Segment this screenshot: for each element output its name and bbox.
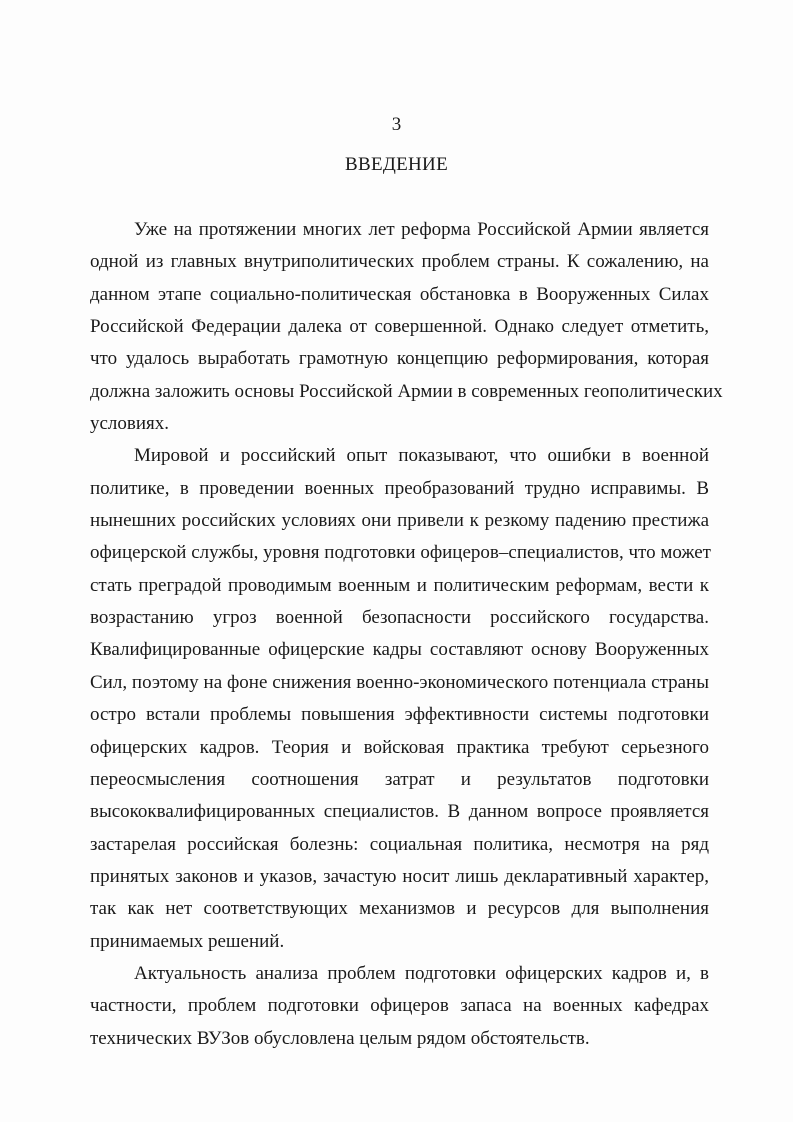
text-line: принятых законов и указов, зачастую носит лишь декларативный характер, (90, 865, 709, 887)
text-line: технических ВУЗов обусловлена целым рядом обстоятельств. (90, 1027, 590, 1049)
paragraph-2 (90, 440, 709, 958)
text-line: Мировой и российский опыт показывают, что ошибки в военной (134, 445, 709, 467)
text-line: Актуальность анализа проблем подготовки офицерских кадров и, в (134, 962, 709, 984)
text-line: офицерских кадров. Теория и войсковая практика требуют серьезного (90, 736, 709, 758)
text-line: условиях. (90, 413, 170, 435)
text-line: остро встали проблемы повышения эффективности системы подготовки (90, 704, 709, 726)
body-text (90, 214, 723, 1055)
text-line: должна заложить основы Российской Армии в современных геополитических (90, 380, 723, 402)
text-line: нынешних российских условиях они привели к резкому падению престижа (90, 510, 709, 532)
text-line: офицерской службы, уровня подготовки офицеров–специалистов, что может (90, 542, 711, 564)
text-line: частности, проблем подготовки офицеров запаса на военных кафедрах (90, 995, 709, 1017)
text-line: принимаемых решений. (90, 930, 285, 952)
page-number: 3 (391, 114, 402, 135)
text-line: переосмысления соотношения затрат и результатов подготовки (90, 768, 709, 790)
paragraph-1 (90, 214, 723, 440)
text-line: стать преградой проводимым военным и политическим реформам, вести к (90, 574, 709, 596)
text-line: что удалось выработать грамотную концепцию реформирования, которая (90, 348, 709, 370)
text-line: Российской Федерации далека от совершенной. Однако следует отметить, (90, 316, 709, 338)
text-line: высококвалифицированных специалистов. В данном вопросе проявляется (90, 801, 709, 823)
section-heading: ВВЕДЕНИЕ (345, 154, 448, 175)
text-line: одной из главных внутриполитических проблем страны. К сожалению, на (90, 251, 709, 273)
text-line: так как нет соответствующих механизмов и ресурсов для выполнения (90, 898, 709, 920)
text-line: Сил, поэтому на фоне снижения военно-экономического потенциала страны (90, 671, 709, 693)
text-line: застарелая российская болезнь: социальная политика, несмотря на ряд (90, 833, 709, 855)
paragraph-3 (90, 958, 709, 1055)
text-line: политике, в проведении военных преобразований трудно исправимы. В (90, 477, 709, 499)
text-line: возрастанию угроз военной безопасности российского государства. (90, 607, 709, 629)
text-line: Квалифицированные офицерские кадры составляют основу Вооруженных (90, 639, 709, 661)
text-line: данном этапе социально-политическая обстановка в Вооруженных Силах (90, 283, 709, 305)
text-line: Уже на протяжении многих лет реформа Российской Армии является (134, 219, 709, 240)
